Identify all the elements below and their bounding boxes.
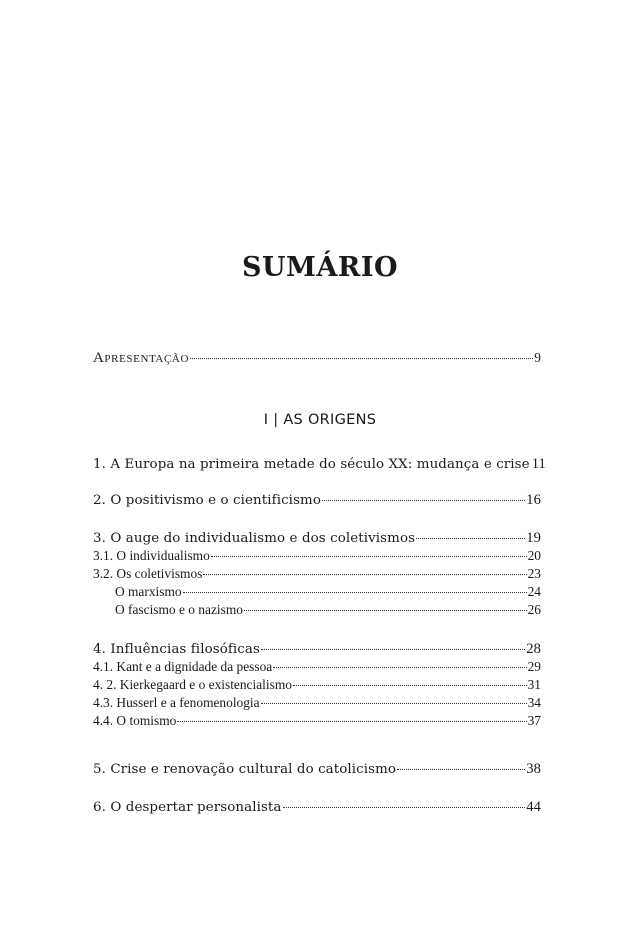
toc-entry[interactable] — [93, 601, 541, 619]
toc-entry-page: 31 — [527, 677, 541, 692]
page-title: SUMÁRIO — [242, 252, 398, 283]
toc-intro — [93, 349, 541, 367]
leader-dots — [244, 609, 527, 611]
leader-dots — [183, 591, 527, 593]
toc-entry-label: 3. O auge do individualismo e dos coletivismos — [93, 531, 416, 546]
toc-entry-label: 4.1. Kant e a dignidade da pessoa — [93, 659, 273, 674]
toc-entry-label: Apresentação — [93, 350, 189, 366]
leader-dots — [261, 648, 525, 650]
toc-section-3 — [93, 529, 541, 619]
leader-dots — [273, 666, 526, 668]
toc-entry-label: 4.3. Husserl e a fenomenologia — [93, 695, 260, 710]
leader-dots — [211, 555, 527, 557]
toc-entry[interactable] — [93, 694, 541, 712]
toc-section-2 — [93, 491, 541, 509]
toc-entry-label: 5. Crise e renovação cultural do catolicismo — [93, 762, 397, 777]
toc-entry[interactable] — [93, 349, 541, 367]
toc-entry-page: 34 — [527, 695, 541, 710]
toc-entry-label: 1. A Europa na primeira metade do século XX: mudança e crise — [93, 457, 530, 472]
toc-entry[interactable] — [93, 529, 541, 547]
toc-entry-page: 37 — [527, 713, 541, 728]
toc-entry-label: 3.1. O individualismo — [93, 548, 210, 563]
toc-entry-page: 11 — [531, 456, 546, 472]
toc-entry-label: O marxismo — [115, 584, 182, 599]
leader-dots — [177, 720, 526, 722]
toc-entry-label: 4.4. O tomismo — [93, 713, 177, 728]
leader-dots — [293, 684, 527, 686]
toc-entry-label: 6. O despertar personalista — [93, 800, 282, 815]
leader-dots — [283, 806, 526, 808]
toc-entry-label: 4. Influências filosóficas — [93, 642, 260, 657]
toc-entry-page: 19 — [526, 530, 541, 546]
leader-dots — [397, 768, 525, 770]
toc-section-6 — [93, 798, 541, 816]
toc-entry[interactable] — [93, 640, 541, 658]
toc-entry-page: 28 — [526, 641, 541, 657]
toc-entry-page: 44 — [526, 799, 541, 815]
leader-dots — [190, 357, 533, 359]
toc-entry[interactable] — [93, 565, 541, 583]
toc-entry-page: 9 — [534, 350, 541, 365]
part-heading: I | AS ORIGENS — [263, 412, 377, 428]
leader-dots — [416, 537, 525, 539]
toc-entry-page: 23 — [527, 566, 541, 581]
toc-entry[interactable] — [93, 583, 541, 601]
toc-entry[interactable] — [93, 547, 541, 565]
leader-dots — [261, 702, 527, 704]
toc-entry-page: 29 — [527, 659, 541, 674]
toc-entry[interactable] — [93, 798, 541, 816]
toc-section-5 — [93, 760, 541, 778]
toc-entry-page: 24 — [527, 584, 541, 599]
toc-entry[interactable] — [93, 658, 541, 676]
toc-entry-label: 2. O positivismo e o cientificismo — [93, 493, 322, 508]
toc-entry-label: 3.2. Os coletivismos — [93, 566, 203, 581]
toc-entry-page: 38 — [526, 761, 541, 777]
toc-entry[interactable] — [93, 455, 546, 473]
toc-entry-label: O fascismo e o nazismo — [115, 602, 243, 617]
toc-entry-page: 26 — [527, 602, 541, 617]
leader-dots — [322, 499, 525, 501]
toc-entry-label: 4. 2. Kierkegaard e o existencialismo — [93, 677, 292, 692]
toc-entry[interactable] — [93, 491, 541, 509]
toc-section-1 — [93, 455, 546, 473]
toc-entry[interactable] — [93, 712, 541, 730]
toc-entry-page: 16 — [526, 492, 541, 508]
toc-entry[interactable] — [93, 676, 541, 694]
toc-section-4 — [93, 640, 541, 730]
leader-dots — [203, 573, 526, 575]
toc-entry-page: 20 — [527, 548, 541, 563]
toc-entry[interactable] — [93, 760, 541, 778]
